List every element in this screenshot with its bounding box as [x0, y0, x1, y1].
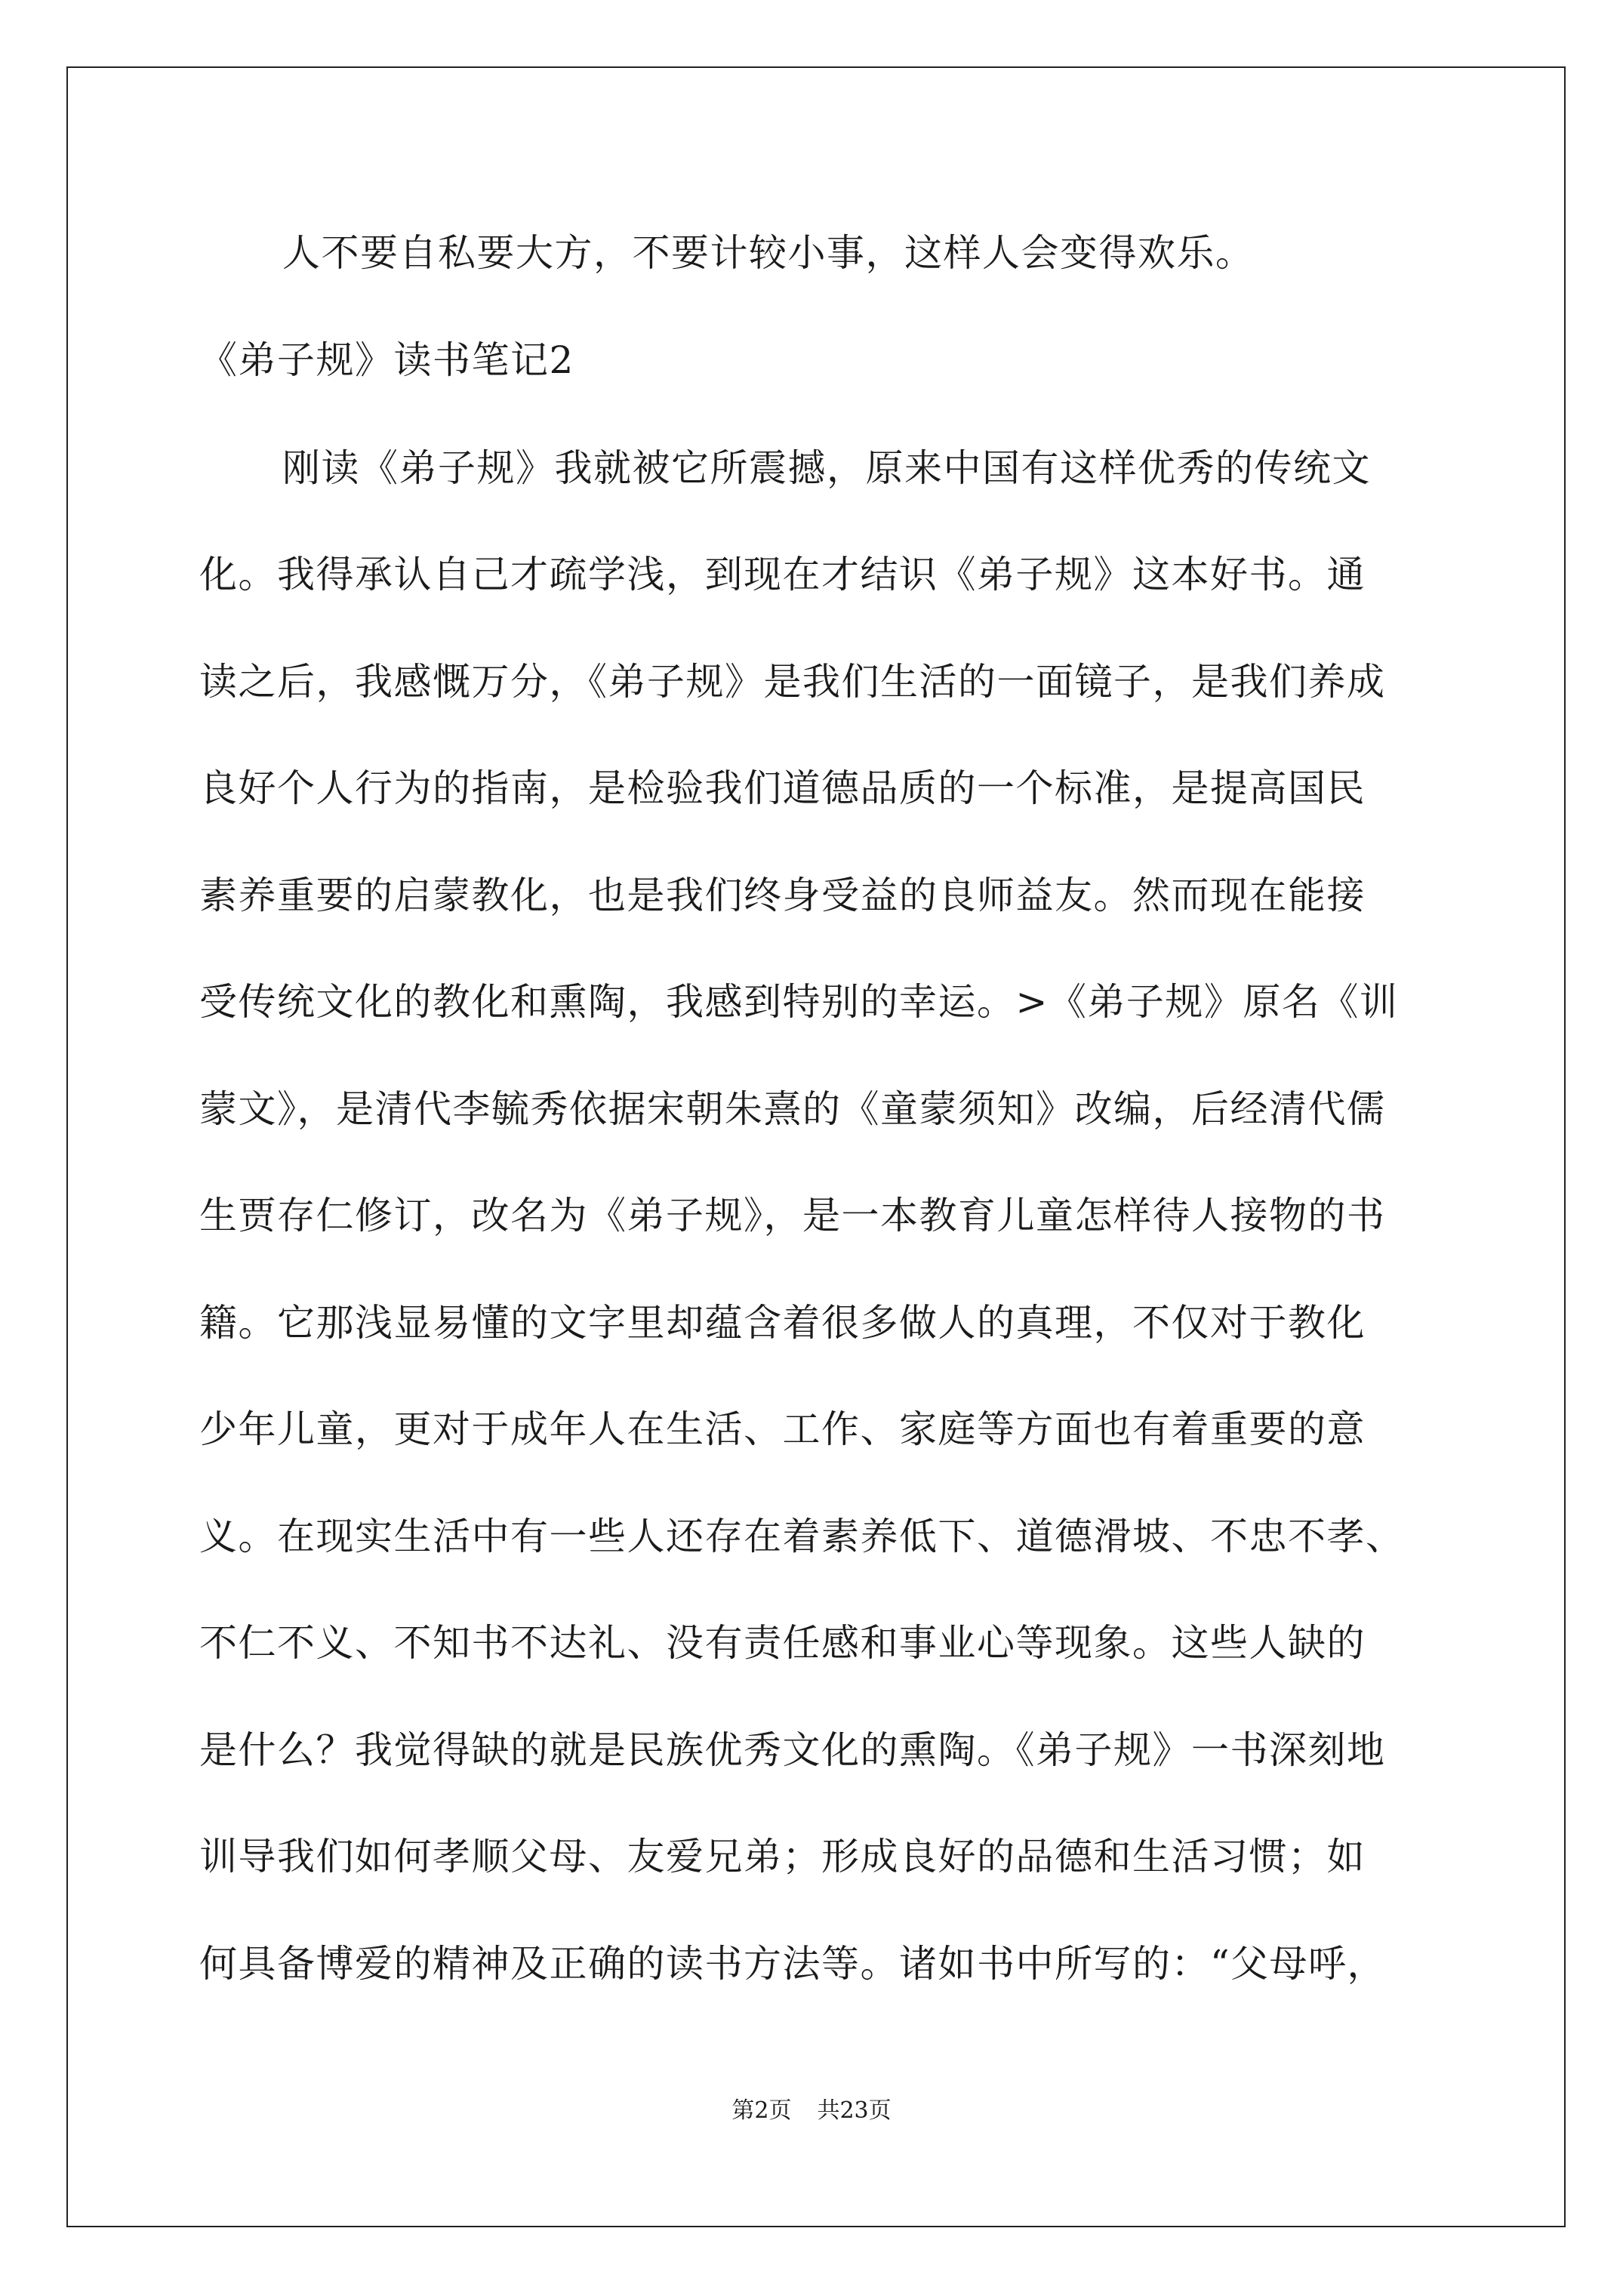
paragraph-line: 受传统文化的教化和熏陶，我感到特别的幸运。>《弟子规》原名《训 — [199, 980, 1399, 1024]
paragraph-line: 读之后，我感慨万分，《弟子规》是我们生活的一面镜子，是我们养成 — [199, 660, 1386, 704]
page-footer — [0, 2096, 1623, 2126]
paragraph-line: 是什么？我觉得缺的就是民族优秀文化的熏陶。《弟子规》一书深刻地 — [199, 1728, 1386, 1772]
paragraph-line: 义。在现实生活中有一些人还存在着素养低下、道德滑坡、不忠不孝、 — [199, 1515, 1405, 1558]
paragraph-line: 素养重要的启蒙教化，也是我们终身受益的良师益友。然而现在能接 — [199, 874, 1366, 917]
paragraph-line: 训导我们如何孝顺父母、友爱兄弟；形成良好的品德和生活习惯；如 — [199, 1835, 1366, 1878]
section-heading: 《弟子规》读书笔记2 — [199, 338, 574, 382]
paragraph-line: 何具备博爱的精神及正确的读书方法等。诸如书中所写的：“父母呼， — [199, 1942, 1387, 1986]
paragraph-line: 化。我得承认自己才疏学浅，到现在才结识《弟子规》这本好书。通 — [199, 553, 1366, 596]
paragraph-line: 蒙文》，是清代李毓秀依据宋朝朱熹的《童蒙须知》改编，后经清代儒 — [199, 1087, 1386, 1131]
paragraph-line: 不仁不义、不知书不达礼、没有责任感和事业心等现象。这些人缺的 — [199, 1621, 1366, 1665]
paragraph-line: 良好个人行为的指南，是检验我们道德品质的一个标准，是提高国民 — [199, 766, 1366, 810]
paragraph-line: 籍。它那浅显易懂的文字里却蕴含着很多做人的真理，不仅对于教化 — [199, 1301, 1366, 1345]
page-number: 第2页 — [731, 2097, 792, 2124]
page-border — [66, 66, 1566, 2227]
paragraph-line: 少年儿童，更对于成年人在生活、工作、家庭等方面也有着重要的意 — [199, 1407, 1366, 1451]
paragraph-line: 人不要自私要大方，不要计较小事，这样人会变得欢乐。 — [282, 231, 1255, 275]
paragraph-line: 生贾存仁修订，改名为《弟子规》，是一本教育儿童怎样待人接物的书 — [199, 1194, 1386, 1237]
paragraph-line: 刚读《弟子规》我就被它所震撼，原来中国有这样优秀的传统文 — [282, 446, 1371, 490]
total-pages: 共23页 — [817, 2097, 892, 2124]
